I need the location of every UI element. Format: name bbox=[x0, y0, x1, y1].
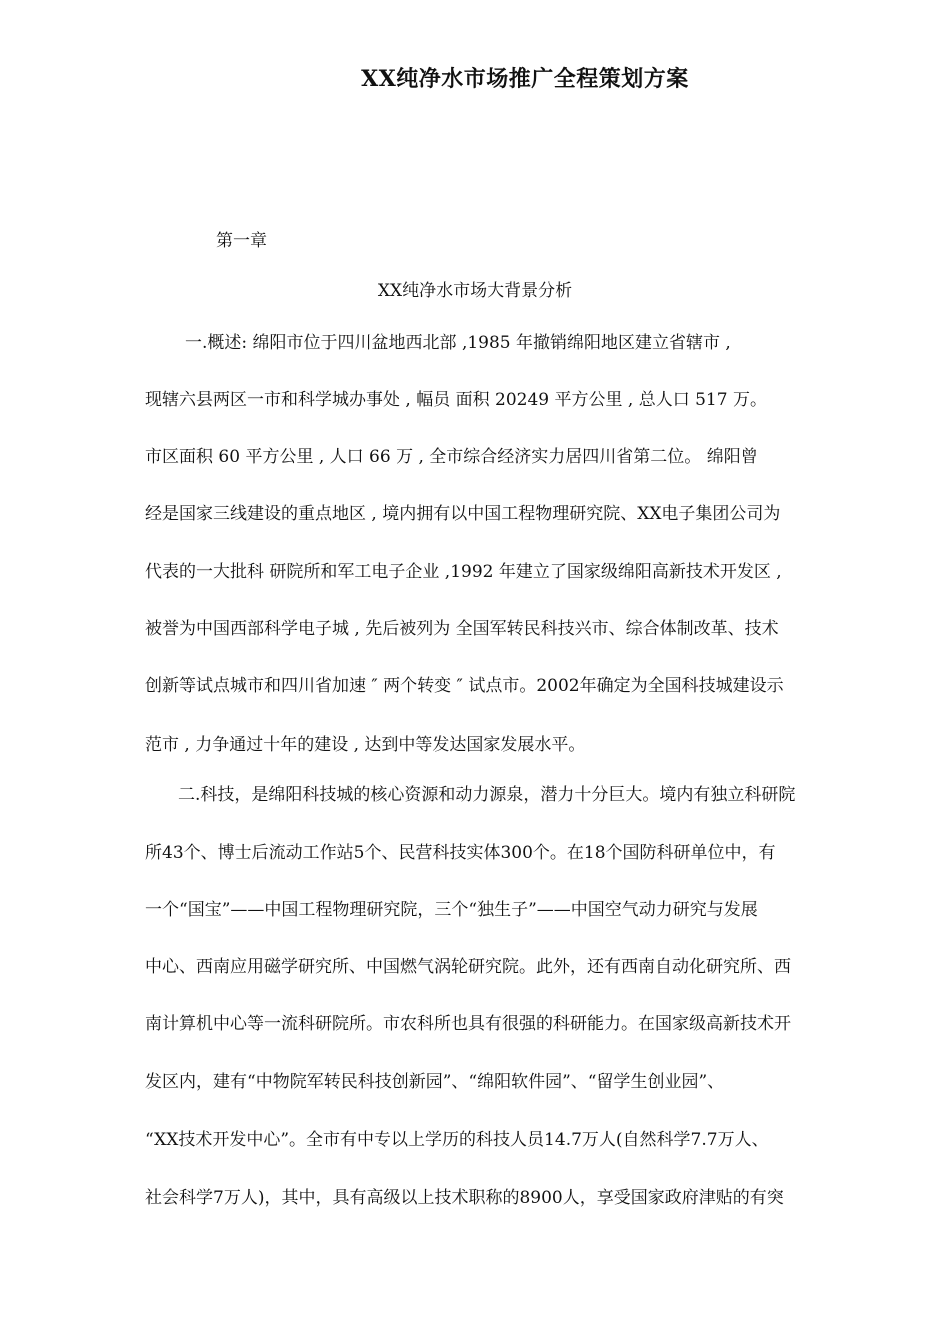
paragraph-line: 现辖六县两区一市和科学城办事处 , 幅员 面积 20249 平方公里 , 总人口 517 万。 bbox=[145, 390, 767, 410]
paragraph-line: 一.概述: 绵阳市位于四川盆地西北部 ,1985 年撤销绵阳地区建立省辖市 , bbox=[185, 333, 731, 353]
paragraph-line: 被誉为中国西部科学电子城 , 先后被列为 全国军转民科技兴市、综合体制改革、技术 bbox=[145, 619, 779, 639]
paragraph-line: “XX技术开发中心”。全市有中专以上学历的科技人员14.7万人(自然科学7.7万人、 bbox=[145, 1130, 769, 1150]
paragraph-line: 一个“国宝”——中国工程物理研究院，三个“独生子”——中国空气动力研究与发展 bbox=[145, 900, 758, 920]
paragraph-line: 发区内，建有“中物院军转民科技创新园”、“绵阳软件园”、“留学生创业园”、 bbox=[145, 1072, 725, 1092]
paragraph-line: 二.科技，是绵阳科技城的核心资源和动力源泉，潜力十分巨大。境内有独立科研院 bbox=[178, 785, 796, 805]
paragraph-line: 经是国家三线建设的重点地区 , 境内拥有以中国工程物理研究院、XX电子集团公司为 bbox=[145, 504, 781, 524]
document-title: XX纯净水市场推广全程策划方案 bbox=[361, 66, 689, 92]
paragraph-line: 代表的一大批科 研院所和军工电子企业 ,1992 年建立了国家级绵阳高新技术开发区 , bbox=[145, 562, 782, 582]
paragraph-line: 中心、西南应用磁学研究所、中国燃气涡轮研究院。此外，还有西南自动化研究所、西 bbox=[145, 957, 791, 977]
paragraph-line: 所43个、博士后流动工作站5个、民营科技实体300个。在18个国防科研单位中，有 bbox=[145, 843, 776, 863]
paragraph-line: 范市 , 力争通过十年的建设 , 达到中等发达国家发展水平。 bbox=[145, 735, 586, 755]
paragraph-line: 创新等试点城市和四川省加速 ″ 两个转变 ″ 试点市。2002年确定为全国科技城建设示 bbox=[145, 676, 784, 696]
paragraph-line: 社会科学7万人)，其中，具有高级以上技术职称的8900人，享受国家政府津贴的有突 bbox=[145, 1188, 784, 1208]
chapter-heading: 第一章 bbox=[216, 231, 267, 251]
paragraph-line: 南计算机中心等一流科研院所。市农科所也具有很强的科研能力。在国家级高新技术开 bbox=[145, 1014, 791, 1034]
paragraph-line: 市区面积 60 平方公里 , 人口 66 万 , 全市综合经济实力居四川省第二位。 绵阳曾 bbox=[145, 447, 758, 467]
section-title: XX纯净水市场大背景分析 bbox=[377, 281, 573, 301]
